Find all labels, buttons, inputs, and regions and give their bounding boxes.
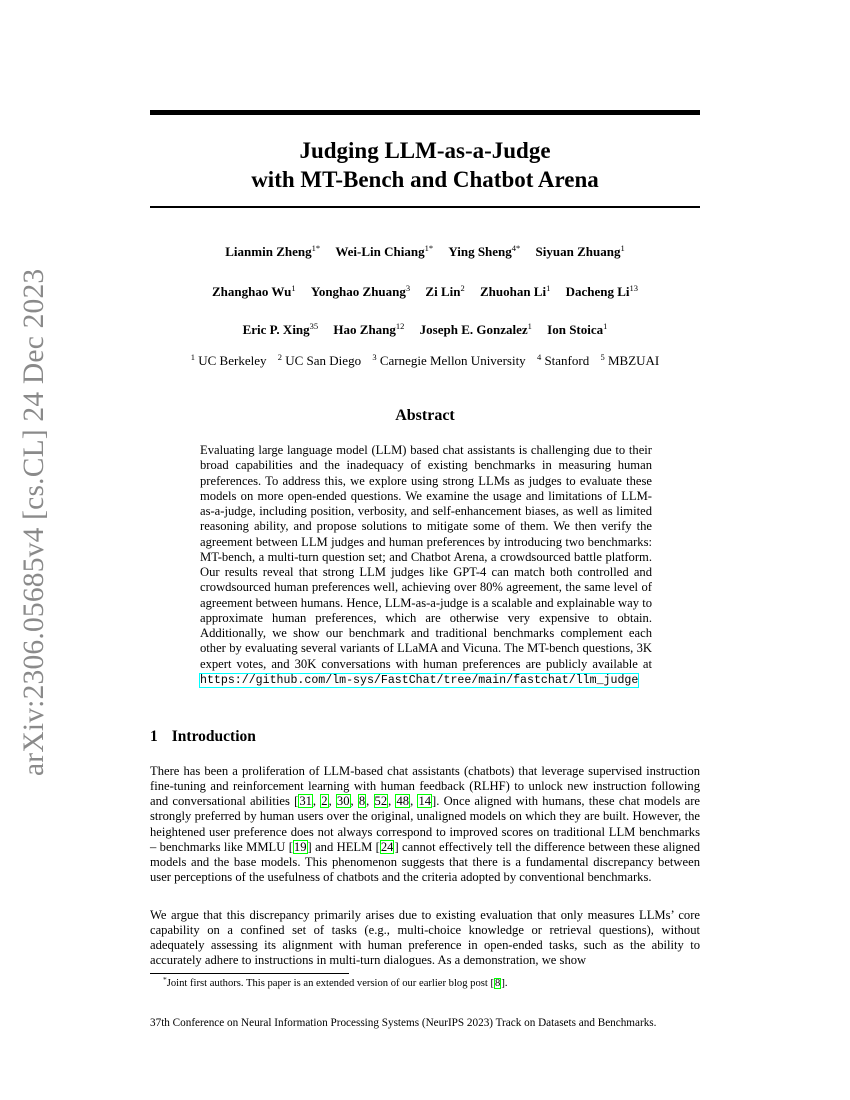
abstract-body — [200, 443, 652, 688]
citation-link[interactable]: 30 — [336, 794, 350, 809]
footnote: *Joint first authors. This paper is an extended version of our earlier blog post [8]. — [163, 975, 508, 989]
author: Yonghao Zhuang$^3$ — [310, 283, 411, 299]
footnote-rule — [150, 973, 349, 974]
author: Wei-Lin Chiang$^{1*}$ — [335, 243, 434, 259]
paper-title — [150, 136, 700, 194]
author: Zi Lin$^2$ — [425, 283, 465, 299]
affiliations — [150, 353, 700, 369]
arxiv-stamp: arXiv:2306.05685v4 [cs.CL] 24 Dec 2023 — [18, 268, 50, 776]
abstract-text: Evaluating large language model (LLM) based chat assistants is challenging due to their broad capabilities and the inadequacy of existing benchmarks in measuring human preferences. To address this, we explore using strong LLMs as judges to evaluate these models on more open-ended questions. We examine the usage and limitations of LLM-as-a-judge, including position, verbosity, and self-enhancement biases, as well as limited reasoning ability, and propose solutions to mitigate some of them. We then verify the agreement between LLM judges and human preferences by introducing two benchmarks: MT-bench, a multi-turn question set; and Chatbot Arena, a crowdsourced battle platform. Our results reveal that strong LLM judges like GPT-4 can match both controlled and crowdsourced human preferences well, achieving over 80% agreement, the same level of agreement between humans. Hence, LLM-as-a-judge is a scalable and explainable way to approximate human preferences, which are otherwise very expensive to obtain. Additionally, we show our benchmark and traditional benchmarks complement each other by evaluating several variants of LLaMA and Vicuna. The MT-bench questions, 3K expert votes, and 30K conversations with human preferences are publicly available at — [200, 443, 652, 671]
title-line-2: with MT-Bench and Chatbot Arena — [251, 167, 599, 192]
author: Zhuohan Li$^1$ — [479, 283, 551, 299]
affiliation: $^5$ MBZUAI — [600, 352, 660, 368]
citation-link[interactable]: 8 — [495, 978, 501, 989]
author: Eric P. Xing$^{35}$ — [242, 321, 319, 337]
title-bottom-rule — [150, 206, 700, 208]
section-heading — [150, 728, 256, 746]
section-title: Introduction — [171, 728, 256, 745]
section-number: 1 — [150, 728, 158, 745]
intro-paragraph-2: We argue that this discrepancy primarily arises due to existing evaluation that only measures LLMs’ core capability on a confined set of tasks (e.g., multi-choice knowledge or retrieval questions), without adequately assessing its alignment with human preference in open-ended tasks, such as the ability to accurately adhere to instructions in multi-turn dialogues. As a demonstration, we show — [150, 908, 700, 968]
citation-link[interactable]: 52 — [374, 794, 388, 809]
citation-link[interactable]: 48 — [396, 794, 410, 809]
title-top-rule — [150, 110, 700, 115]
affiliation: $^3$ Carnegie Mellon University — [372, 352, 526, 368]
author: Siyuan Zhuang$^1$ — [535, 243, 625, 259]
citation-link[interactable]: 14 — [418, 794, 432, 809]
conference-footer: 37th Conference on Neural Information Processing Systems (NeurIPS 2023) Track on Datasets and Benchmarks. — [150, 1017, 657, 1029]
citation-link[interactable]: 24 — [380, 839, 394, 854]
author: Ion Stoica$^1$ — [547, 321, 608, 337]
author: Hao Zhang$^{12}$ — [333, 321, 405, 337]
abstract-heading: Abstract — [395, 407, 455, 424]
authors-row-2 — [150, 284, 700, 300]
citation-link[interactable]: 2 — [321, 794, 328, 809]
citation-link[interactable]: 19 — [293, 839, 307, 854]
author: Zhanghao Wu$^1$ — [212, 283, 296, 299]
author: Lianmin Zheng$^{1*}$ — [225, 243, 321, 259]
author: Ying Sheng$^{4*}$ — [448, 243, 521, 259]
intro-paragraph-1: There has been a proliferation of LLM-based chat assistants (chatbots) that leverage supervised instruction fine-tuning and reinforcement learning with human feedback (RLHF) to unlock new instruction following and conversational abilities [31, 2, 30, 8, 52, 48, 14]. Once aligned with humans, these chat models are strongly preferred by human users over the original, unaligned models on which they are built. However, the heightened user preference does not always correspond to improved scores on traditional LLM benchmarks – benchmarks like MMLU [19] and HELM [24] cannot effectively tell the difference between these aligned models and the base models. This phenomenon suggests that there is a fundamental discrepancy between user perceptions of the usefulness of chatbots and the criteria adopted by conventional benchmarks. — [150, 764, 700, 885]
citation-link[interactable]: 31 — [299, 794, 312, 809]
authors-row-3 — [150, 322, 700, 338]
author: Dacheng Li$^{13}$ — [565, 283, 638, 299]
title-line-1: Judging LLM-as-a-Judge — [299, 138, 551, 163]
authors-row-1 — [150, 244, 700, 260]
affiliation: $^1$ UC Berkeley — [190, 352, 267, 368]
code-url-link[interactable]: https://github.com/lm-sys/FastChat/tree/main/fastchat/llm_judge — [200, 673, 639, 687]
author: Joseph E. Gonzalez$^1$ — [419, 321, 532, 337]
affiliation: $^2$ UC San Diego — [277, 352, 362, 368]
affiliation: $^4$ Stanford — [536, 352, 590, 368]
citation-link[interactable]: 8 — [358, 794, 366, 809]
